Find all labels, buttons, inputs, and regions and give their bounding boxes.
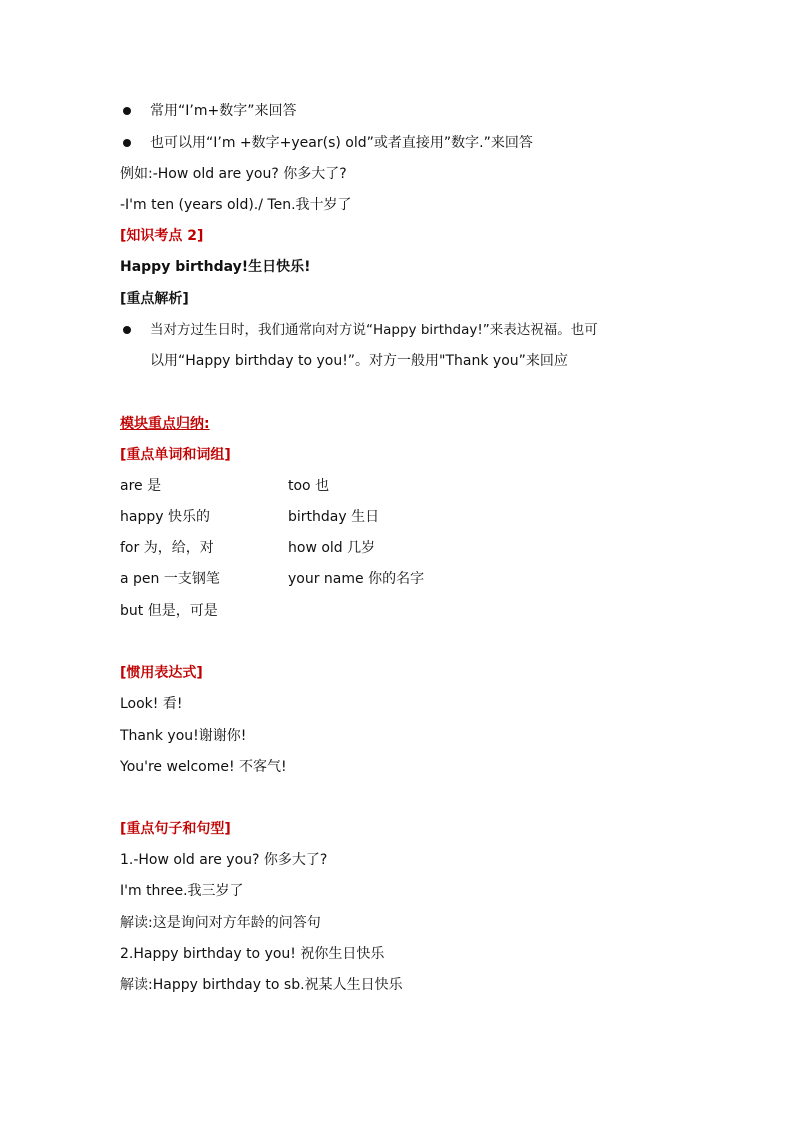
vocab-right: birthday 生日 (288, 509, 380, 525)
sentence-item: 1.-How old are you? 你多大了? (120, 852, 328, 868)
example-answer: -I'm ten (years old)./ Ten.我十岁了 (120, 197, 352, 213)
sentence-item: I'm three.我三岁了 (120, 883, 244, 899)
sentence-item: 解读:这是询问对方年龄的问答句 (120, 915, 321, 931)
sentences-heading: [重点句子和句型] (120, 821, 231, 837)
vocab-right: too 也 (288, 478, 330, 494)
expression-item: You're welcome! 不客气! (120, 759, 287, 775)
expressions-heading: [惯用表达式] (120, 665, 203, 681)
sentence-item: 2.Happy birthday to you! 祝你生日快乐 (120, 946, 385, 962)
analysis-line-1: 当对方过生日时，我们通常向对方说“Happy birthday!”来表达祝福。也可 (150, 322, 598, 338)
bullet-dot (123, 139, 131, 147)
vocab-right: how old 几岁 (288, 540, 376, 556)
vocab-heading: [重点单词和词组] (120, 447, 231, 463)
example-question: 例如:-How old are you? 你多大了? (120, 166, 347, 182)
vocab-left: are 是 (120, 478, 162, 494)
bullet-dot (123, 107, 131, 115)
expression-item: Thank you!谢谢你! (120, 728, 247, 744)
knowledge-point-heading: [知识考点 2] (120, 228, 204, 244)
intro-bullet-1: 常用“I’m+数字”来回答 (150, 103, 297, 119)
vocab-left: happy 快乐的 (120, 509, 210, 525)
expression-item: Look! 看! (120, 696, 183, 712)
sentence-item: 解读:Happy birthday to sb.祝某人生日快乐 (120, 977, 403, 993)
analysis-line-2: 以用“Happy birthday to you!”。对方一般用"Thank you”来回应 (150, 353, 568, 369)
key-phrase: Happy birthday!生日快乐! (120, 259, 311, 275)
vocab-left: a pen 一支钢笔 (120, 571, 220, 587)
vocab-left: for 为，给，对 (120, 540, 214, 556)
analysis-heading: [重点解析] (120, 291, 189, 307)
summary-title: 模块重点归纳: (120, 416, 210, 432)
intro-bullet-2: 也可以用“I’m +数字+year(s) old”或者直接用”数字.”来回答 (150, 135, 533, 151)
vocab-left: but 但是，可是 (120, 603, 218, 619)
vocab-right: your name 你的名字 (288, 571, 425, 587)
bullet-dot (123, 326, 131, 334)
